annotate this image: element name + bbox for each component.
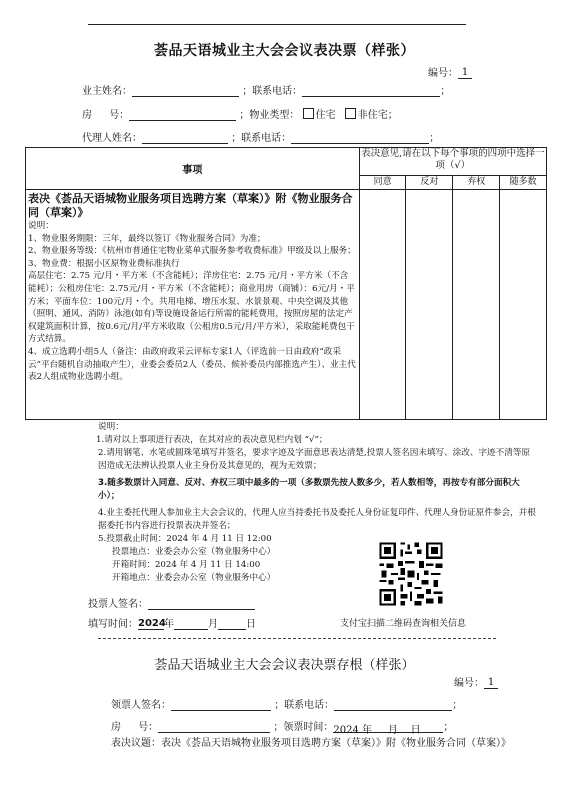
fill-month[interactable]	[174, 618, 208, 630]
stub-topic: 表决议题：表决《荟品天语城物业服务项目选聘方案（草案）》附《物业服务合同（草案）》	[111, 738, 511, 749]
proxy-name-input[interactable]	[142, 132, 228, 144]
item-line: 2、物业服务等级：《杭州市普通住宅物业菜单式服务参考收费标准》甲级及以上服务；	[28, 246, 356, 257]
owner-name-input[interactable]	[132, 85, 239, 97]
signer-label: 投票人签名：	[88, 599, 148, 610]
field-row-owner: 业主姓名： ；联系电话： ；	[82, 86, 451, 97]
fill-time-row	[88, 615, 256, 630]
receiver-label: 领票人签名：	[111, 700, 171, 711]
opinion-header: 表决意见,请在以下每个事项的四项中选择一项（√）	[359, 148, 546, 176]
stub-row-receiver: 领票人签名： ；联系电话： ；	[111, 700, 463, 711]
open-location: 开箱地点：业委会办公室（物业服务中心）	[112, 573, 276, 583]
field-row-proxy: 代理人姓名： ；联系电话： ；	[82, 133, 440, 144]
phone-label: 联系电话：	[252, 86, 303, 97]
fill-day[interactable]	[218, 618, 246, 630]
note-5: 5.投票截止时间：2024 年 4 月 11 日 12:00	[98, 534, 272, 544]
residential-checkbox[interactable]	[303, 108, 314, 119]
item-line: 3、物业费：根据小区原物业费标准执行	[28, 258, 180, 269]
stub-title: 荟品天语城业主大会会议表决票存根（样张）	[154, 658, 415, 673]
room-input[interactable]	[129, 109, 236, 121]
stub-row-room: 房 号： ；领票时间：2024 年 月 日 ；	[111, 722, 454, 736]
serial-value: 1	[458, 67, 472, 79]
stub-serial	[454, 674, 498, 689]
serial-label: 编号：	[428, 68, 458, 79]
stub-day-unit: 日	[410, 725, 421, 736]
option-oppose: 反对	[406, 176, 453, 190]
open-time: 开箱时间：2024 年 4 月 11 日 14:00	[112, 560, 261, 570]
qr-caption: 支付宝扫描二维码查询相关信息	[340, 619, 467, 629]
day-unit: 日	[246, 619, 256, 630]
signer-input[interactable]	[148, 598, 255, 610]
room-label-b: 号：	[109, 110, 130, 121]
vote-cell-agree[interactable]	[359, 190, 406, 420]
room-label-a: 房	[82, 110, 92, 121]
notes-heading: 说明：	[98, 422, 124, 432]
note-4: 4.业主委托代理人参加业主大会会议的，代理人应当持委托书及委托人身份证复印件、代理人身份证原件参会，并根据委托书内容进行投票表决并签名；	[98, 508, 536, 531]
item-line: 4、成立选聘小组5人（备注：由政府政采云评标专家1人（评选前一日由政府“政采云”平台随机自动抽取产生），业委会委员2人（委员、候补委员内部推选产生）、业主代表2人组成物业选聘小组。	[28, 346, 356, 383]
fill-year[interactable]: 2024	[138, 618, 166, 629]
item-line: 1、物业服务期限：三年，最终以签订《物业服务合同》为准；	[28, 233, 266, 244]
page-title: 荟品天语城业主大会会议表决票（样张）	[154, 43, 415, 59]
proxy-phone-label: 联系电话：	[241, 133, 292, 144]
option-abstain: 弃权	[453, 176, 500, 190]
field-row-room: 房 号： ；物业类型： 住宅 非住宅；	[82, 110, 398, 121]
owner-name-label: 业主姓名：	[82, 86, 132, 97]
voting-table	[25, 147, 547, 420]
vote-cell-oppose[interactable]	[406, 190, 453, 420]
stub-phone-input[interactable]	[334, 699, 452, 711]
non-residential-checkbox[interactable]	[345, 108, 356, 119]
proxy-phone-input[interactable]	[291, 132, 429, 144]
cut-line	[98, 638, 496, 639]
stub-year: 2024	[333, 725, 359, 736]
stub-month-unit: 月	[387, 725, 398, 736]
stub-room-input[interactable]	[158, 721, 270, 733]
note-1: 1.请对以上事项进行表决，在其对应的表决意见栏内划 “√”；	[96, 435, 328, 445]
top-rule	[88, 24, 466, 25]
stub-serial-label: 编号：	[454, 678, 484, 689]
item-line: 说明：	[28, 221, 54, 231]
residential-label: 住宅	[315, 110, 336, 121]
item-line: 高层住宅：2.75 元/月・平方米（不含能耗）；洋房住宅：2.75 元/月・平方米（不含能耗）；公租房住宅：2.75元/月・平方米（不含能耗）；商业用房（商铺）：6元/月・平方米；平面车位：100元/月・个。共用电梯、增压水泵、水景景观、中央空调及其他（照明、通风、消防）泳池(如有)等设施设备运行所需的能耗费用，按照房屋的法定产权建筑面积计算，按0.6元/月/平方米收取（公租房0.5元/月/平方米），采取能耗费包干方式结算。	[28, 271, 355, 345]
month-unit: 月	[208, 619, 218, 630]
stub-year-unit: 年	[362, 725, 373, 736]
year-unit: 年	[164, 619, 174, 630]
fill-time-label: 填写时间：	[88, 619, 138, 630]
receive-time-input[interactable]	[333, 721, 443, 736]
stub-room-a: 房	[111, 722, 121, 733]
notes-section	[98, 421, 538, 585]
stub-room-b: 号：	[138, 722, 159, 733]
item-cell	[26, 190, 360, 420]
non-residential-label: 非住宅	[357, 110, 388, 121]
receive-time-label: 领票时间：	[283, 722, 334, 733]
property-type-label: 物业类型：	[249, 110, 300, 121]
note-3: 3.随多数票计入同意、反对、弃权三项中最多的一项（多数票先按人数多少，若人数相等，再按专有部分面积大小）；	[98, 478, 520, 501]
note-2: 2.请用钢笔、水笔或圆珠笔填写并签名，要求字迹及字面意思表达清楚,投票人签名因未填写、涂改、字迹不清等原因造成无法辨认投票人业主身份及其意见的，视为无效票；	[98, 448, 531, 471]
vote-cell-majority[interactable]	[500, 190, 547, 420]
stub-phone-label: 联系电话：	[284, 700, 335, 711]
option-agree: 同意	[359, 176, 406, 190]
phone-input[interactable]	[302, 85, 440, 97]
item-title: 表决《荟品天语城物业服务项目选聘方案（草案）》附《物业服务合同（草案）》	[28, 192, 353, 219]
signer-row	[88, 595, 255, 610]
serial-number	[428, 64, 472, 79]
stub-serial-value: 1	[484, 677, 498, 689]
receiver-input[interactable]	[171, 699, 271, 711]
option-follow-majority: 随多数	[500, 176, 547, 190]
vote-cell-abstain[interactable]	[453, 190, 500, 420]
vote-location: 投票地点：业委会办公室（物业服务中心）	[112, 547, 276, 557]
proxy-name-label: 代理人姓名：	[82, 133, 142, 144]
qr-code[interactable]	[377, 540, 445, 608]
item-header: 事项	[26, 148, 360, 190]
